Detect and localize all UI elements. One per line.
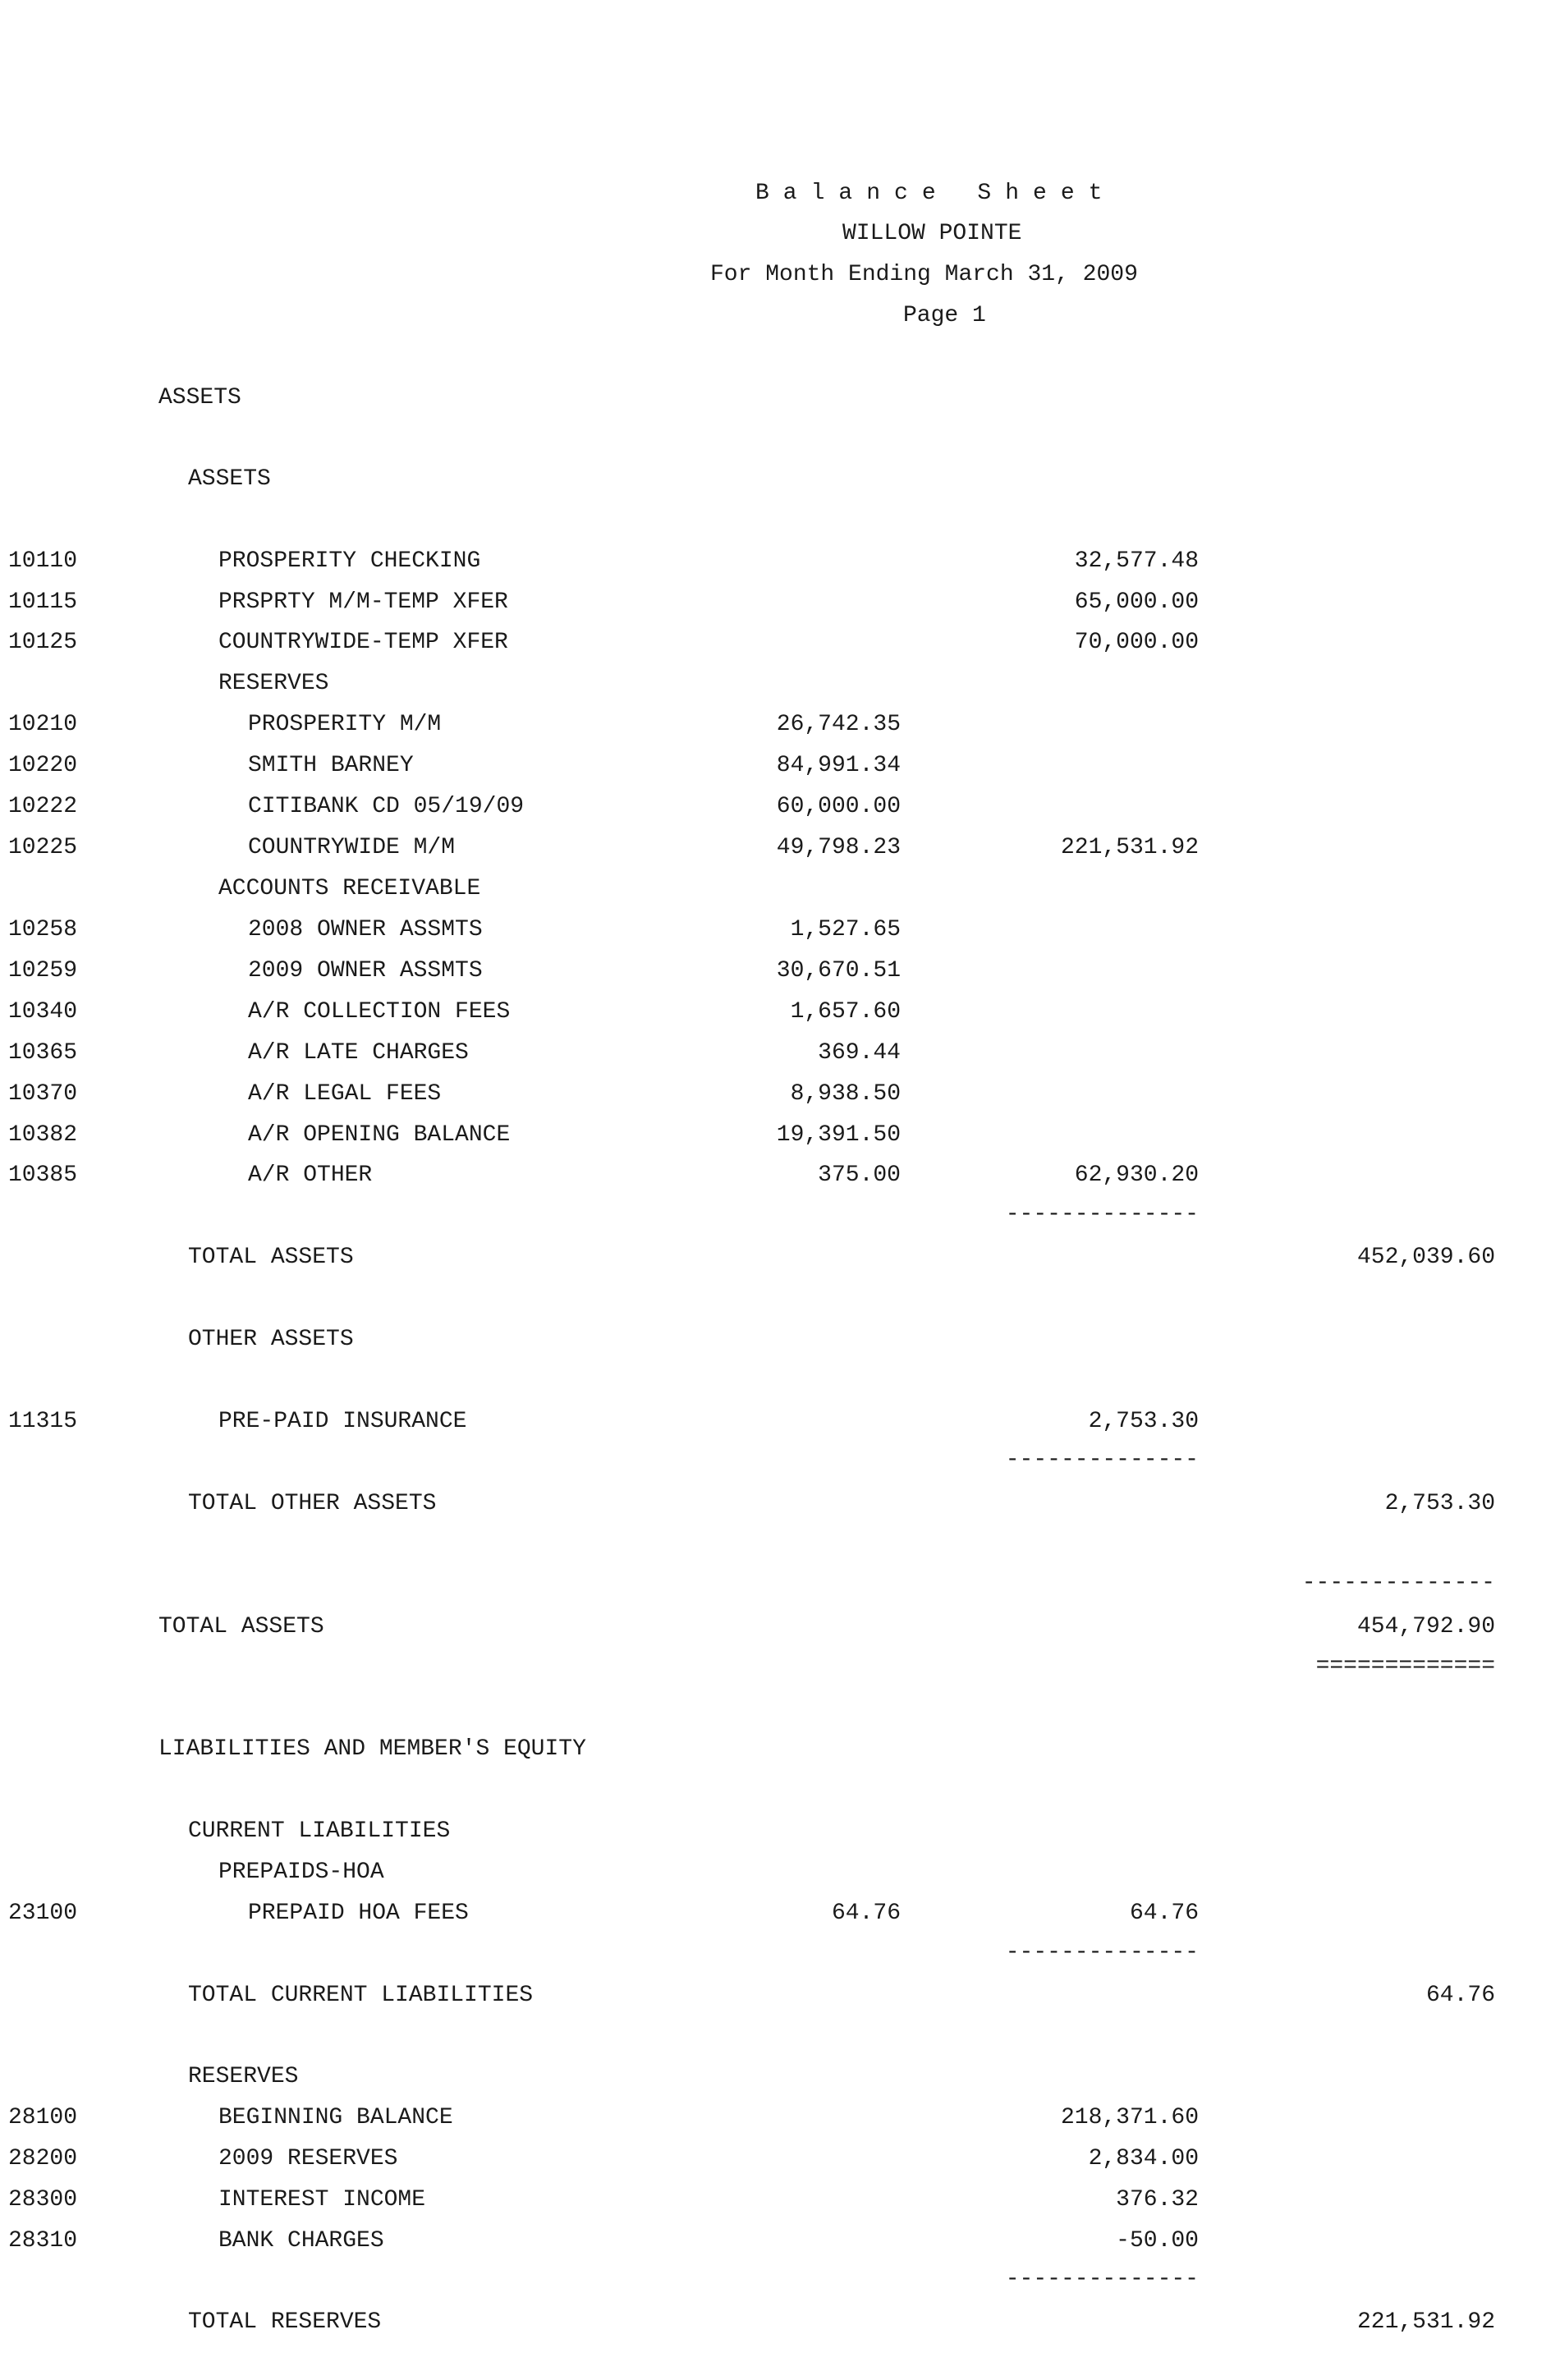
amount: 60,000.00 <box>776 794 901 819</box>
amount: 19,391.50 <box>776 1122 901 1148</box>
amount: 84,991.34 <box>776 753 901 778</box>
account-label: A/R LATE CHARGES <box>248 1040 469 1066</box>
account-number: 10222 <box>8 794 78 819</box>
account-label: A/R COLLECTION FEES <box>248 999 511 1025</box>
account-number: 10365 <box>8 1040 78 1066</box>
report-title: Balance Sheet <box>755 181 1117 206</box>
account-label: 2008 OWNER ASSMTS <box>248 917 483 942</box>
total-other-assets-label: TOTAL OTHER ASSETS <box>188 1491 437 1516</box>
subtotal: 64.76 <box>1129 1901 1199 1926</box>
account-label: SMITH BARNEY <box>248 753 414 778</box>
amount: 218,371.60 <box>1060 2105 1199 2130</box>
account-number: 10385 <box>8 1162 78 1188</box>
account-number: 10210 <box>8 712 78 737</box>
account-number: 10258 <box>8 917 78 942</box>
account-label: INTEREST INCOME <box>218 2187 426 2213</box>
page-number: Page 1 <box>903 303 986 328</box>
account-number: 28310 <box>8 2228 78 2254</box>
account-number: 11315 <box>8 1409 78 1434</box>
group-assets: ASSETS <box>188 466 271 492</box>
subgroup-prepaids: PREPAIDS-HOA <box>218 1860 384 1885</box>
account-label: CITIBANK CD 05/19/09 <box>248 794 525 819</box>
account-number: 10225 <box>8 835 78 860</box>
total-assets-label: TOTAL ASSETS <box>188 1245 354 1270</box>
account-number: 28300 <box>8 2187 78 2213</box>
account-label: A/R OPENING BALANCE <box>248 1122 511 1148</box>
total-current-liabilities-label: TOTAL CURRENT LIABILITIES <box>188 1983 534 2008</box>
account-number: 10220 <box>8 753 78 778</box>
single-rule: -------------- <box>1005 2267 1199 2292</box>
amount: 8,938.50 <box>790 1081 901 1107</box>
group-current-liabilities: CURRENT LIABILITIES <box>188 1818 451 1844</box>
amount: 30,670.51 <box>776 958 901 984</box>
amount: 26,742.35 <box>776 712 901 737</box>
single-rule: -------------- <box>1005 1447 1199 1473</box>
account-label: PREPAID HOA FEES <box>248 1901 469 1926</box>
double-rule: ============= <box>1315 1653 1495 1679</box>
amount: 376.32 <box>1116 2187 1199 2213</box>
amount: 65,000.00 <box>1074 589 1199 615</box>
account-label: BANK CHARGES <box>218 2228 384 2254</box>
account-label: PRE-PAID INSURANCE <box>218 1409 467 1434</box>
account-number: 10382 <box>8 1122 78 1148</box>
account-label: PROSPERITY CHECKING <box>218 548 481 574</box>
account-label: BEGINNING BALANCE <box>218 2105 453 2130</box>
single-rule: -------------- <box>1005 1940 1199 1965</box>
account-label: COUNTRYWIDE-TEMP XFER <box>218 630 508 655</box>
account-label: A/R LEGAL FEES <box>248 1081 442 1107</box>
amount: 2,834.00 <box>1088 2146 1199 2171</box>
subtotal: 221,531.92 <box>1060 835 1199 860</box>
account-number: 10370 <box>8 1081 78 1107</box>
account-label: 2009 RESERVES <box>218 2146 398 2171</box>
total-assets-value: 452,039.60 <box>1356 1245 1495 1270</box>
amount: 64.76 <box>831 1901 901 1926</box>
account-number: 28100 <box>8 2105 78 2130</box>
report-period: For Month Ending March 31, 2009 <box>710 262 1138 287</box>
group-other-assets: OTHER ASSETS <box>188 1327 354 1352</box>
single-rule: -------------- <box>1301 1571 1495 1596</box>
account-label: PROSPERITY M/M <box>248 712 442 737</box>
account-number: 28200 <box>8 2146 78 2171</box>
account-label: PRSPRTY M/M-TEMP XFER <box>218 589 508 615</box>
amount: 49,798.23 <box>776 835 901 860</box>
subgroup-accounts-receivable: ACCOUNTS RECEIVABLE <box>218 876 481 901</box>
amount: 369.44 <box>818 1040 901 1066</box>
subtotal: 62,930.20 <box>1074 1162 1199 1188</box>
account-number: 23100 <box>8 1901 78 1926</box>
total-reserves-label: TOTAL RESERVES <box>188 2309 382 2335</box>
grand-total-label: TOTAL ASSETS <box>158 1614 324 1639</box>
account-number: 10115 <box>8 589 78 615</box>
account-number: 10125 <box>8 630 78 655</box>
amount: 70,000.00 <box>1074 630 1199 655</box>
subgroup-reserves: RESERVES <box>218 671 329 696</box>
total-current-liabilities-value: 64.76 <box>1425 1983 1495 2008</box>
group-reserves: RESERVES <box>188 2064 299 2089</box>
entity-name: WILLOW POINTE <box>842 221 1022 246</box>
account-label: COUNTRYWIDE M/M <box>248 835 456 860</box>
account-number: 10259 <box>8 958 78 984</box>
single-rule: -------------- <box>1005 1202 1199 1227</box>
total-other-assets-value: 2,753.30 <box>1384 1491 1495 1516</box>
account-number: 10110 <box>8 548 78 574</box>
amount: -50.00 <box>1116 2228 1199 2254</box>
amount: 1,527.65 <box>790 917 901 942</box>
amount: 2,753.30 <box>1088 1409 1199 1434</box>
amount: 1,657.60 <box>790 999 901 1025</box>
section-liabilities: LIABILITIES AND MEMBER'S EQUITY <box>158 1736 586 1762</box>
grand-total-value: 454,792.90 <box>1356 1614 1495 1639</box>
account-number: 10340 <box>8 999 78 1025</box>
total-reserves-value: 221,531.92 <box>1356 2309 1495 2335</box>
account-label: 2009 OWNER ASSMTS <box>248 958 483 984</box>
account-label: A/R OTHER <box>248 1162 373 1188</box>
amount: 32,577.48 <box>1074 548 1199 574</box>
amount: 375.00 <box>818 1162 901 1188</box>
section-assets: ASSETS <box>158 385 241 410</box>
